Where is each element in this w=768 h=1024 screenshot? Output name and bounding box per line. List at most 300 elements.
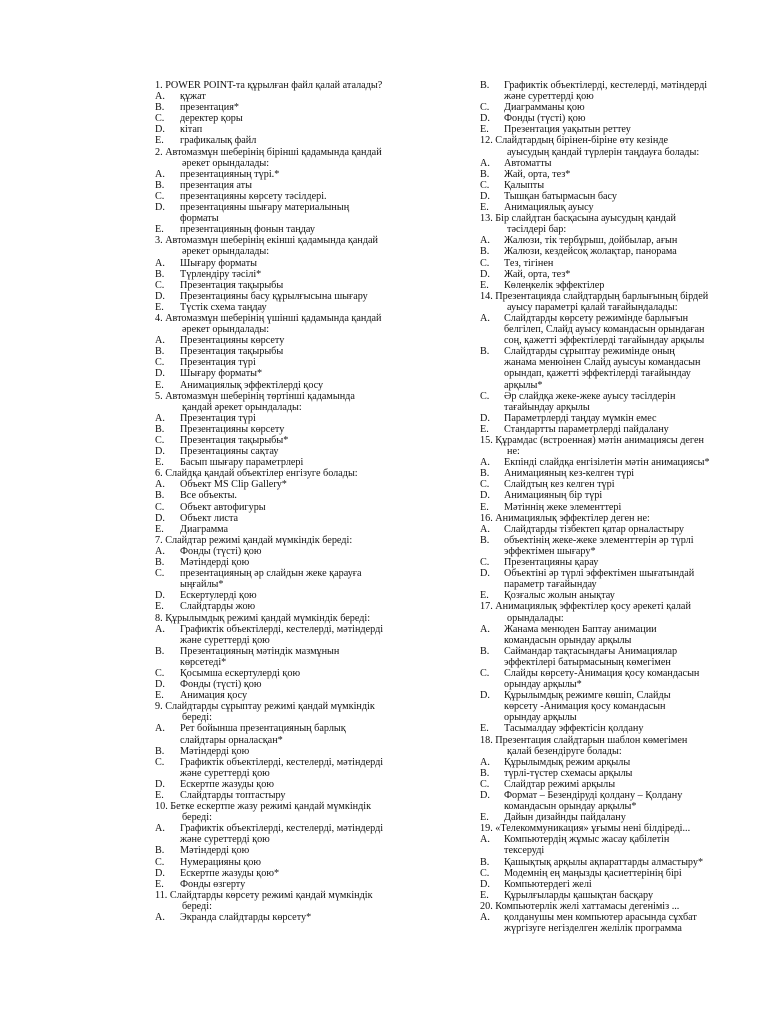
answer-option xyxy=(480,313,730,324)
answer-option xyxy=(155,258,455,269)
answer-option xyxy=(480,890,730,901)
option-text: Компьютердегі желі xyxy=(504,878,592,890)
answer-option xyxy=(480,169,730,180)
answer-option xyxy=(480,269,730,280)
option-text: Құрылымдық режим арқылы xyxy=(504,756,631,768)
option-text-continued: тағайындау арқылы xyxy=(504,401,590,413)
option-letter: A. xyxy=(155,545,165,557)
answer-option xyxy=(155,746,455,757)
option-text: түрлі-түстер схемасы арқылы xyxy=(504,767,633,779)
answer-option xyxy=(155,380,455,391)
option-letter: B. xyxy=(480,534,490,546)
option-letter: C. xyxy=(155,756,165,768)
option-text: Саймандар тақтасындағы Анимациялар xyxy=(504,645,678,657)
answer-option xyxy=(155,868,455,879)
option-letter: E. xyxy=(155,790,164,801)
answer-option xyxy=(480,723,730,734)
option-text: Екпінді слайдқа енгізілетін мәтін анимациясы* xyxy=(504,457,710,469)
option-text: Фонды (түсті) қою xyxy=(180,679,262,691)
answer-option xyxy=(480,524,730,535)
answer-option xyxy=(155,845,455,856)
option-text: Тез, тігінен xyxy=(504,257,554,269)
option-text-continued: және суреттерді қою xyxy=(180,767,270,779)
option-letter: E. xyxy=(480,723,489,735)
answer-option xyxy=(155,490,455,501)
option-letter: E. xyxy=(155,601,164,613)
option-letter: A. xyxy=(480,523,490,535)
option-text: Жалюзи, тік тербұрыш, дойбылар, ағын xyxy=(504,235,678,247)
answer-option xyxy=(480,868,730,879)
question-text: 12. Слайдтардың бірінен-біріне өту кезінде xyxy=(480,135,669,147)
option-letter: B. xyxy=(155,645,165,657)
option-letter: D. xyxy=(155,512,165,524)
option-letter: B. xyxy=(480,856,490,868)
answer-option xyxy=(480,912,730,923)
option-text: Фонды (түсті) қою xyxy=(504,113,586,125)
answer-option xyxy=(480,535,730,546)
option-letter: B. xyxy=(155,102,165,114)
question-text: 8. Құрылымдық режимі қандай мүмкіндік береді: xyxy=(155,612,371,624)
answer-option xyxy=(480,457,730,468)
option-text: Қалыпты xyxy=(504,179,545,191)
question-text: 15. Құрамдас (встроенная) мәтін анимациясы деген xyxy=(480,435,704,446)
option-letter: C. xyxy=(155,113,165,125)
option-text: презентацияның түрі.* xyxy=(180,168,280,180)
option-text-continued: және суреттерді қою xyxy=(504,91,594,103)
option-letter: D. xyxy=(155,590,165,602)
option-text: Фонды өзгерту xyxy=(180,878,246,890)
option-text: презентацияның фонын таңдау xyxy=(180,224,315,236)
question-text: 10. Бетке ескертпе жазу режимі қандай мүмкіндік xyxy=(155,801,372,813)
option-text: Все объекты. xyxy=(180,490,237,502)
option-text-continued: командасын орындау арқылы* xyxy=(504,801,637,813)
question-text: 1. POWER POINT-та құрылған файл қалай аталады? xyxy=(155,80,383,91)
question-text-continued: не: xyxy=(507,446,520,458)
option-letter: D. xyxy=(155,290,165,302)
answer-option xyxy=(480,124,730,135)
option-text: презентацияны көрсету тәсілдері. xyxy=(180,190,327,202)
option-text-continued: белгілеп, Слайд ауысу командасын орындаған xyxy=(504,324,705,336)
option-text: Әр слайдқа жеке-жеке ауысу тәсілдерін xyxy=(504,390,676,402)
option-text: кітап xyxy=(180,124,203,136)
answer-option xyxy=(155,413,455,424)
option-letter: D. xyxy=(155,867,165,879)
option-text: Презентация тақырыбы xyxy=(180,346,284,358)
answer-option xyxy=(480,646,730,657)
question-text: 19. «Телекоммуникация» ұғымы нені білдіреді... xyxy=(480,823,691,835)
answer-option xyxy=(480,346,730,357)
answer-option xyxy=(480,280,730,291)
right-column xyxy=(480,80,730,934)
answer-option xyxy=(155,513,455,524)
option-letter: D. xyxy=(480,412,490,424)
option-letter: D. xyxy=(155,446,165,458)
option-letter: E. xyxy=(155,457,164,469)
answer-option xyxy=(480,668,730,679)
option-letter: D. xyxy=(480,113,490,125)
question-text-continued: ауысудың қандай түрлерін таңдауға болады: xyxy=(507,146,700,158)
answer-option xyxy=(155,357,455,368)
answer-option xyxy=(480,779,730,790)
question-text-continued: тәсілдері бар: xyxy=(507,224,567,236)
answer-option xyxy=(155,368,455,379)
option-text-continued: көрсетеді* xyxy=(180,656,227,668)
option-text-continued: орындап, қажетті эффектілерді тағайындау xyxy=(504,368,691,380)
option-text: Графиктік объектілерді, кестелерді, мәтіндерді xyxy=(504,80,708,91)
option-text-continued: және суреттерді қою xyxy=(180,834,270,846)
option-letter: C. xyxy=(480,257,490,269)
option-letter: B. xyxy=(155,423,165,435)
answer-option xyxy=(155,779,455,790)
answer-option xyxy=(155,624,455,635)
option-text: Параметрлерді таңдау мүмкін емес xyxy=(504,412,657,424)
answer-option xyxy=(155,557,455,568)
question-text-continued: әрекет орындалады: xyxy=(182,246,270,258)
question-text: 13. Бір слайдтан басқасына ауысудың қандай xyxy=(480,213,676,225)
answer-option xyxy=(155,346,455,357)
question-text: 14. Презентацияда слайдтардың барлығының бірдей xyxy=(480,290,709,302)
option-letter: A. xyxy=(480,623,490,635)
answer-option xyxy=(480,568,730,579)
option-letter: C. xyxy=(155,357,165,369)
option-text: құжат xyxy=(180,91,206,103)
answer-option xyxy=(480,102,730,113)
option-letter: D. xyxy=(480,790,490,801)
option-text: Презентацияны сақтау xyxy=(180,446,279,458)
answer-option xyxy=(155,823,455,834)
option-text-continued: орындау арқылы xyxy=(504,712,577,724)
answer-option xyxy=(155,291,455,302)
option-text: Слайдтарды сұрыптау режимінде оның xyxy=(504,346,675,358)
option-text: Құрылымдық режимге көшіп, Слайды xyxy=(504,690,671,702)
option-letter: A. xyxy=(155,335,165,347)
answer-option xyxy=(155,679,455,690)
answer-option xyxy=(480,479,730,490)
option-letter: B. xyxy=(480,246,490,258)
answer-option xyxy=(155,646,455,657)
option-letter: D. xyxy=(155,124,165,136)
answer-option xyxy=(155,479,455,490)
option-letter: E. xyxy=(480,812,489,824)
option-letter: A. xyxy=(155,723,165,735)
answer-option xyxy=(480,557,730,568)
option-text-continued: параметр тағайындау xyxy=(504,579,597,591)
option-text: Мәтіндерді қою xyxy=(180,845,250,857)
option-text: Презентацияны көрсету xyxy=(180,335,285,347)
option-text: Шығару форматы* xyxy=(180,368,263,380)
answer-option xyxy=(155,269,455,280)
option-letter: E. xyxy=(480,423,489,435)
answer-option xyxy=(155,280,455,291)
option-text: Презентацияны көрсету xyxy=(180,423,285,435)
option-letter: C. xyxy=(480,778,490,790)
option-text: Жай, орта, тез* xyxy=(504,268,571,280)
option-text: Слайды көрсету-Анимация қосу командасын xyxy=(504,667,700,679)
option-text: Қосымша ескертулерді қою xyxy=(180,667,301,679)
option-text: Графиктік объектілерді, кестелерді, мәтіндерді xyxy=(180,623,384,635)
option-text: Қозғалыс жолын анықтау xyxy=(504,590,615,602)
option-letter: C. xyxy=(155,667,165,679)
option-letter: B. xyxy=(480,80,490,91)
question-text: 6. Слайдқа қандай объектілер енгізуге болады: xyxy=(155,468,358,480)
option-text: презентацияны шығару материалының xyxy=(180,202,350,214)
option-text: Слайдтарды көрсету режимінде барлығын xyxy=(504,312,689,324)
answer-option xyxy=(480,191,730,202)
option-text: Рет бойынша презентацияның барлық xyxy=(180,723,346,735)
option-letter: B. xyxy=(480,346,490,358)
option-text-continued: көрсету -Анимация қосу командасын xyxy=(504,701,666,713)
question-text-continued: қандай әрекет орындалады: xyxy=(182,401,302,413)
option-letter: C. xyxy=(480,102,490,114)
option-letter: E. xyxy=(480,501,489,513)
option-text-continued: тексеруді xyxy=(504,845,545,857)
option-text: Тасымалдау эффектісін қолдану xyxy=(504,723,644,735)
option-letter: C. xyxy=(155,435,165,446)
answer-option xyxy=(155,723,455,734)
option-letter: E. xyxy=(155,690,164,702)
option-text: Формат – Безендіруді қолдану – Қолдану xyxy=(504,790,683,801)
answer-option xyxy=(155,180,455,191)
answer-option xyxy=(155,590,455,601)
option-text: Автоматты xyxy=(504,157,552,169)
answer-option xyxy=(155,790,455,801)
option-text: Слайдтың кез келген түрі xyxy=(504,479,615,491)
answer-option xyxy=(155,457,455,468)
option-letter: A. xyxy=(155,91,165,103)
option-letter: C. xyxy=(155,279,165,291)
answer-option xyxy=(155,524,455,535)
option-letter: E. xyxy=(480,279,489,291)
option-text: Графиктік объектілерді, кестелерді, мәтіндерді xyxy=(180,823,384,835)
answer-option xyxy=(480,624,730,635)
question-text: 11. Слайдтарды көрсету режимі қандай мүмкіндік xyxy=(155,889,373,901)
option-text-continued: жүргізуге негізделген желілік программа xyxy=(504,923,682,935)
option-text-continued: орындау арқылы* xyxy=(504,679,582,691)
option-letter: E. xyxy=(480,202,489,214)
option-text: Анимациялық ауысу xyxy=(504,202,594,214)
option-text-continued: ыңғайлы* xyxy=(180,579,224,591)
option-text: Экранда слайдтарды көрсету* xyxy=(180,912,312,924)
option-letter: A. xyxy=(155,257,165,269)
option-letter: A. xyxy=(155,412,165,424)
question-text: 9. Слайдтарды сұрыптау режимі қандай мүмкіндік xyxy=(155,701,375,713)
answer-option xyxy=(480,812,730,823)
option-text-continued: эффектілері батырмасының көмегімен xyxy=(504,656,671,668)
question-text-continued: әрекет орындалады: xyxy=(182,157,270,169)
option-letter: C. xyxy=(155,568,165,580)
option-text: Басып шығару параметрлері xyxy=(180,457,304,469)
option-text: Презентацияның мәтіндік мазмұнын xyxy=(180,645,340,657)
answer-option xyxy=(480,424,730,435)
option-letter: D. xyxy=(155,202,165,214)
answer-option xyxy=(480,80,730,91)
answer-option xyxy=(155,302,455,313)
question-text: 16. Анимациялық эффектілер деген не: xyxy=(480,512,650,524)
option-letter: B. xyxy=(480,168,490,180)
option-text-continued: форматы xyxy=(180,213,219,225)
option-text: Қашықтық арқылы ақпараттарды алмастыру* xyxy=(504,856,704,868)
option-letter: E. xyxy=(155,224,164,236)
question-text: 20. Компьютерлік желі хаттамасы дегеніміз ... xyxy=(480,900,680,912)
option-text: Көлеңкелік эффектілер xyxy=(504,279,605,291)
question-text-continued: ауысу параметрі қалай тағайындалады: xyxy=(507,301,678,313)
option-letter: B. xyxy=(155,557,165,569)
answer-option xyxy=(480,235,730,246)
answer-option xyxy=(480,590,730,601)
option-text: Графиктік объектілерді, кестелерді, мәтіндерді xyxy=(180,756,384,768)
answer-option xyxy=(155,546,455,557)
option-text: Модемнің ең маңызды қасиеттерінің бірі xyxy=(504,867,682,879)
option-text: презентация аты xyxy=(180,179,252,191)
option-text-continued: жанама менюінен Слайд ауысуы командасын xyxy=(504,357,701,369)
option-text: Нумерацияны қою xyxy=(180,856,261,868)
answer-option xyxy=(480,180,730,191)
option-text: объектінің жеке-жеке элементтерін әр түрлі xyxy=(504,534,694,546)
answer-option xyxy=(155,102,455,113)
option-text: Ескертулерді қою xyxy=(180,590,257,602)
question-text-continued: береді: xyxy=(182,712,212,724)
option-text-continued: командасын орындау арқылы xyxy=(504,634,632,646)
option-letter: E. xyxy=(155,523,164,535)
answer-option xyxy=(155,601,455,612)
question-text: 4. Автомазмұн шеберінің үшінші қадамында қандай xyxy=(155,312,382,324)
question-text-continued: береді: xyxy=(182,812,212,824)
answer-option xyxy=(155,191,455,202)
option-letter: B. xyxy=(155,268,165,280)
option-letter: A. xyxy=(155,168,165,180)
answer-option xyxy=(480,413,730,424)
answer-option xyxy=(155,568,455,579)
answer-option xyxy=(155,135,455,146)
option-letter: A. xyxy=(480,912,490,924)
answer-option xyxy=(480,857,730,868)
option-letter: C. xyxy=(480,179,490,191)
option-text: Ескертпе жазуды қою xyxy=(180,778,274,790)
answer-option xyxy=(155,879,455,890)
option-text: Анимация қосу xyxy=(180,690,248,702)
option-text: деректер қоры xyxy=(180,113,243,125)
option-letter: B. xyxy=(155,845,165,857)
question-text: 18. Презентация слайдтарын шаблон көмегімен xyxy=(480,734,688,746)
option-letter: A. xyxy=(480,457,490,469)
answer-option xyxy=(480,879,730,890)
option-text: Анимацияның кез-келген түрі xyxy=(504,468,635,480)
answer-option xyxy=(155,335,455,346)
question-text: 5. Автомазмұн шеберінің төртінші қадамында xyxy=(155,390,355,402)
answer-option xyxy=(480,391,730,402)
option-text: Жанама менюден Баптау анимации xyxy=(504,623,657,635)
left-column xyxy=(155,80,455,923)
option-text: Стандартты параметрлерді пайдалану xyxy=(504,423,669,435)
option-text: Слайдтарды топтастыру xyxy=(180,790,286,801)
question-text: 2. Автомазмұн шеберінің бірінші қадамында қандай xyxy=(155,146,382,158)
option-text: Объект листа xyxy=(180,512,239,524)
option-text: Объект MS Clip Gallery* xyxy=(180,479,287,491)
option-letter: C. xyxy=(155,501,165,513)
option-text: Диаграмманы қою xyxy=(504,102,585,114)
option-text: Слайдтар режимі арқылы xyxy=(504,778,616,790)
option-text: Түрлендіру тәсілі* xyxy=(180,268,262,280)
option-letter: A. xyxy=(480,312,490,324)
answer-option xyxy=(155,435,455,446)
option-letter: D. xyxy=(480,268,490,280)
option-text: графикалық файл xyxy=(180,135,257,147)
option-letter: B. xyxy=(480,468,490,480)
answer-option xyxy=(155,113,455,124)
option-letter: A. xyxy=(155,823,165,835)
option-text: Ескертпе жазуды қою* xyxy=(180,867,280,879)
option-letter: C. xyxy=(155,856,165,868)
option-letter: E. xyxy=(480,889,489,901)
option-letter: D. xyxy=(480,190,490,202)
option-text: Презентация тақырыбы* xyxy=(180,435,289,446)
option-text: Компьютердің жұмыс жасау қабілетін xyxy=(504,834,670,846)
answer-option xyxy=(480,834,730,845)
option-text: Презентацияны басу құрылғысына шығару xyxy=(180,290,368,302)
answer-option xyxy=(155,224,455,235)
answer-option xyxy=(480,768,730,779)
answer-option xyxy=(480,158,730,169)
answer-option xyxy=(480,258,730,269)
option-letter: C. xyxy=(480,557,490,569)
option-letter: A. xyxy=(155,623,165,635)
option-text: Жалюзи, кездейсоқ жолақтар, панорама xyxy=(504,246,677,258)
option-text: Слайдтарды жою xyxy=(180,601,256,613)
option-text: Мәтіндерді қою xyxy=(180,745,250,757)
option-text-continued: соң, қажетті эффектілерді тағайындау арқылы xyxy=(504,335,705,347)
option-letter: C. xyxy=(480,867,490,879)
option-text: Дайын дизайнды пайдалану xyxy=(504,812,626,824)
option-text: Құрылғыларды қашықтан басқару xyxy=(504,889,654,901)
option-letter: C. xyxy=(480,390,490,402)
option-text: Анимацияның бір түрі xyxy=(504,490,603,502)
question-text-continued: әрекет орындалады: xyxy=(182,324,270,336)
option-text: Слайдтарды тізбектеп қатар орналастыру xyxy=(504,523,685,535)
option-letter: C. xyxy=(480,479,490,491)
option-letter: D. xyxy=(155,778,165,790)
option-text: Презентацияны қарау xyxy=(504,557,599,569)
option-text: Объектіні әр түрлі эффектімен шығатындай xyxy=(504,568,695,580)
answer-option xyxy=(480,790,730,801)
option-text: презентацияның әр слайдын жеке қарауға xyxy=(180,568,362,580)
answer-option xyxy=(155,912,455,923)
option-letter: E. xyxy=(155,301,164,313)
option-letter: A. xyxy=(480,834,490,846)
option-letter: D. xyxy=(480,568,490,580)
option-letter: B. xyxy=(480,767,490,779)
answer-option xyxy=(155,424,455,435)
answer-option xyxy=(155,668,455,679)
option-letter: C. xyxy=(155,190,165,202)
option-letter: A. xyxy=(480,235,490,247)
option-letter: B. xyxy=(155,346,165,358)
option-letter: E. xyxy=(155,379,164,391)
option-letter: A. xyxy=(480,756,490,768)
option-text-continued: слайдтары орналасқан* xyxy=(180,734,283,746)
answer-option xyxy=(480,690,730,701)
answer-option xyxy=(155,202,455,213)
option-text: Диаграмма xyxy=(180,523,229,535)
answer-option xyxy=(155,446,455,457)
option-text: Жай, орта, тез* xyxy=(504,168,571,180)
option-text: презентация* xyxy=(180,102,239,114)
option-letter: A. xyxy=(155,479,165,491)
option-letter: B. xyxy=(480,645,490,657)
option-letter: C. xyxy=(480,667,490,679)
question-text: 17. Анимациялық эффектілер қосу әрекеті қалай xyxy=(480,601,691,613)
option-letter: D. xyxy=(155,679,165,691)
answer-option xyxy=(155,857,455,868)
